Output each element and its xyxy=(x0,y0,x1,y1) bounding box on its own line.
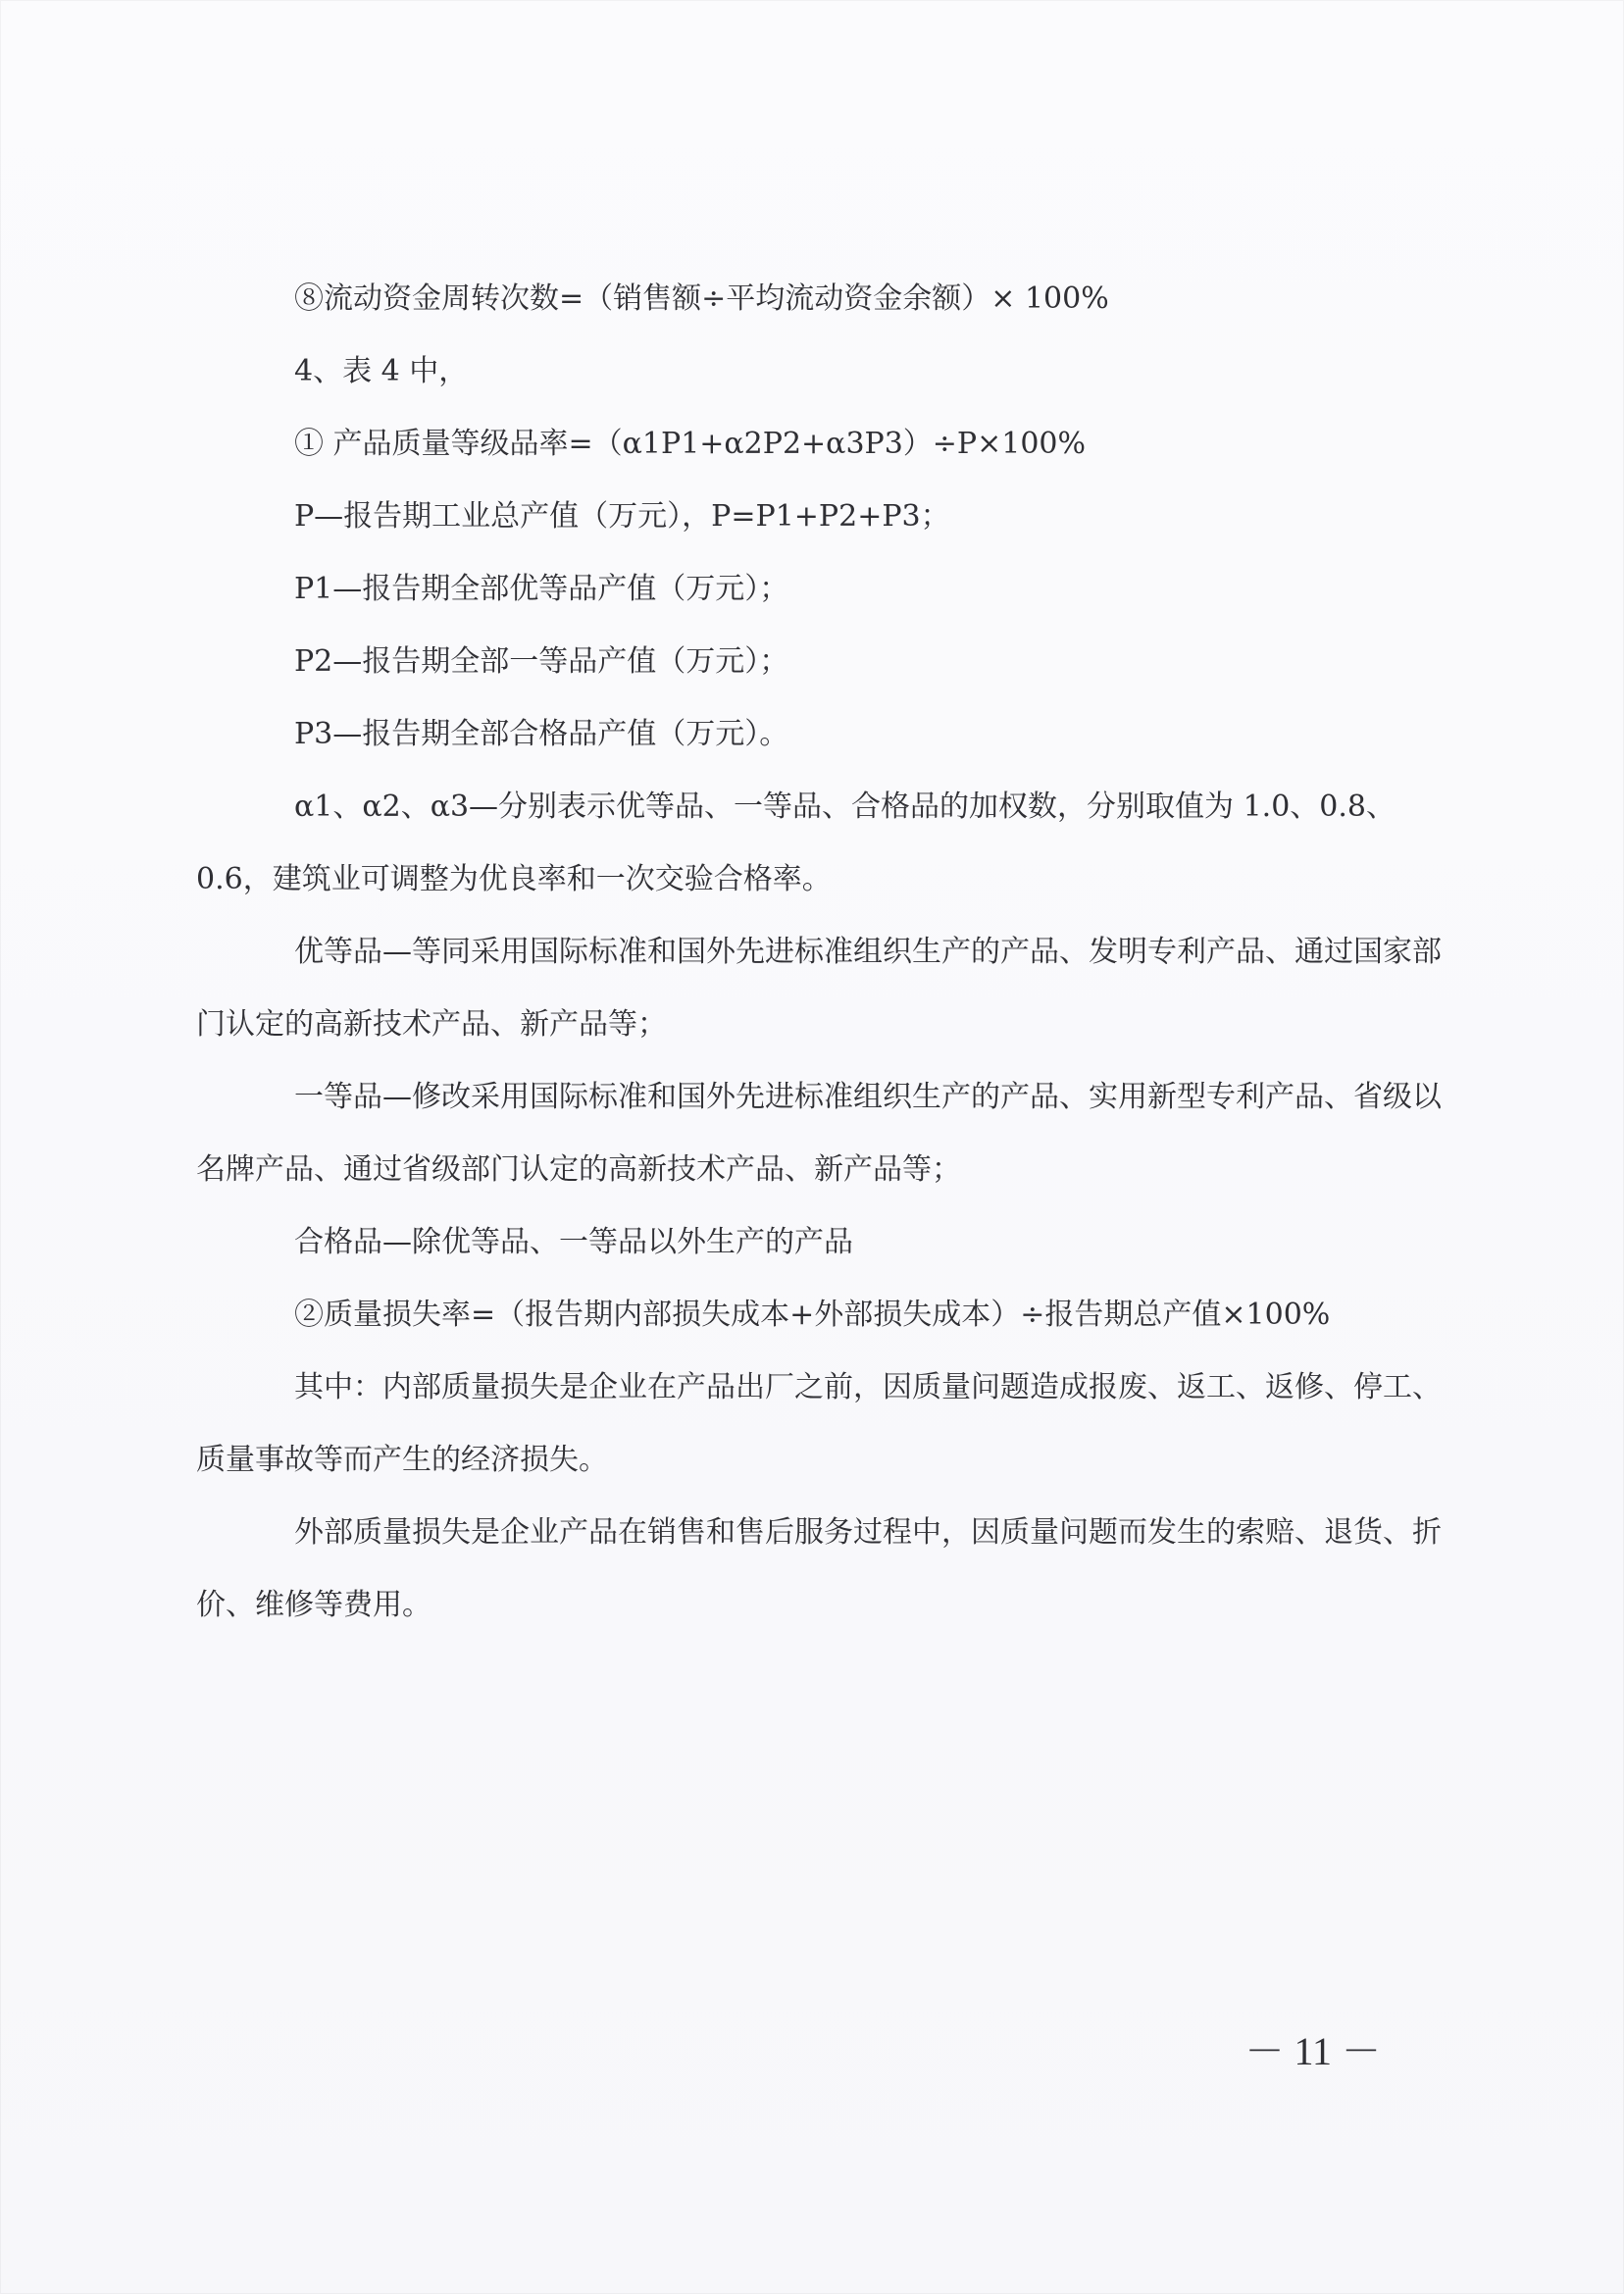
paragraph-quality-loss-rate-formula: ②质量损失率=（报告期内部损失成本+外部损失成本）÷报告期总产值×100% xyxy=(294,1298,1331,1332)
paragraph-internal-quality-loss: 其中：内部质量损失是企业在产品出厂之前，因质量问题造成报废、返工、返修、停工、质量事故等而产生的经济损失。 xyxy=(196,1370,1442,1477)
page-number: － 11 － xyxy=(1244,2029,1381,2073)
paragraph-weighting-coefficients: α1、α2、α3—分别表示优等品、一等品、合格品的加权数，分别取值为 1.0、0.8、0.6，建筑业可调整为优良率和一次交验合格率。 xyxy=(196,790,1396,896)
paragraph-definition-p2: P2—报告期全部一等品产值（万元）； xyxy=(294,644,789,679)
paragraph-quality-grade-rate-formula: ① 产品质量等级品率=（α1P1+α2P2+α3P3）÷P×100% xyxy=(294,427,1087,461)
paragraph-external-quality-loss: 外部质量损失是企业产品在销售和售后服务过程中，因质量问题而发生的索赔、退货、折价、维修等费用。 xyxy=(196,1515,1442,1622)
paragraph-definition-p: P—报告期工业总产值（万元），P=P1+P2+P3； xyxy=(294,499,950,534)
paragraph-first-grade-definition: 一等品—修改采用国际标准和国外先进标准组织生产的产品、实用新型专利产品、省级以名牌产品、通过省级部门认定的高新技术产品、新产品等； xyxy=(196,1080,1442,1187)
paragraph-table-4-heading: 4、表 4 中， xyxy=(294,354,469,388)
paragraph-qualified-grade-definition: 合格品—除优等品、一等品以外生产的产品 xyxy=(294,1225,853,1259)
paragraph-premium-grade-definition: 优等品—等同采用国际标准和国外先进标准组织生产的产品、发明专利产品、通过国家部门认定的高新技术产品、新产品等； xyxy=(196,935,1442,1042)
paragraph-current-asset-turnover: ⑧流动资金周转次数=（销售额÷平均流动资金余额）× 100% xyxy=(294,281,1109,316)
paragraph-definition-p3: P3—报告期全部合格品产值（万元）。 xyxy=(294,717,789,751)
document-body xyxy=(196,263,1451,1642)
paragraph-definition-p1: P1—报告期全部优等品产值（万元）； xyxy=(294,572,789,606)
